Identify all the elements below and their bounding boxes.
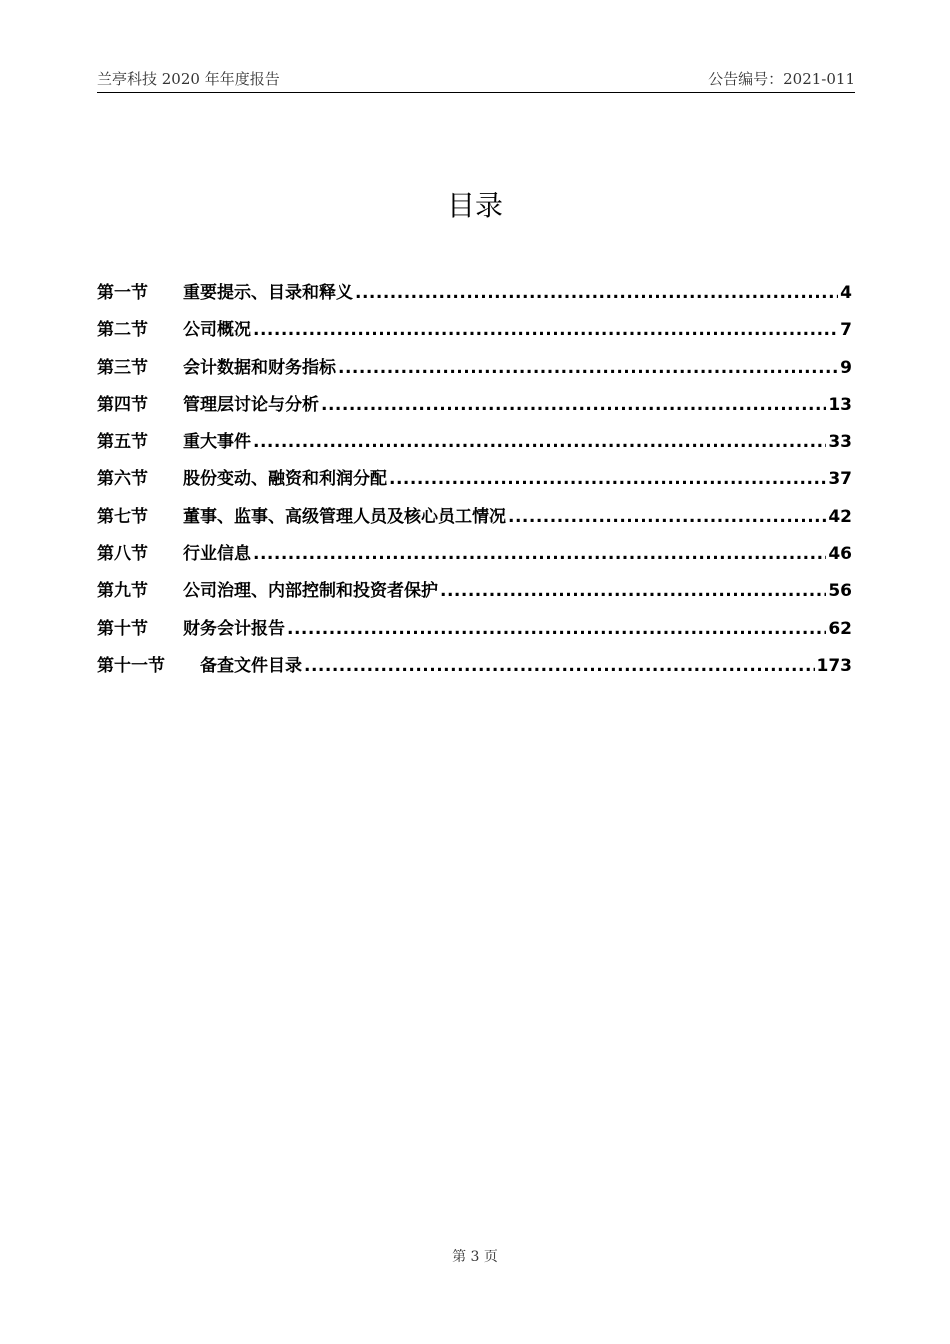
toc-page-number: 7 [840,320,852,341]
footer-page-number: 第 3 页 [452,1249,498,1265]
toc-page-number: 33 [828,432,852,453]
toc-entry-3[interactable] [97,353,852,390]
toc-section-number: 第四节 [97,394,148,415]
toc-leader-dots [355,283,838,303]
toc-page-number: 56 [828,581,852,602]
toc-section-name: 备查文件目录 [200,655,302,676]
toc-section-number: 第六节 [97,469,148,490]
toc-section-number: 第七节 [97,506,148,527]
toc-leader-dots [338,358,838,378]
toc-section-name: 公司概况 [183,320,251,341]
toc-section-number: 第三节 [97,357,148,378]
toc-entry-2[interactable] [97,315,852,352]
toc-section-name: 行业信息 [183,544,251,565]
toc-section-name: 财务会计报告 [183,618,285,639]
toc-section-name: 董事、监事、高级管理人员及核心员工情况 [183,506,506,527]
toc-section-number: 第五节 [97,432,148,453]
toc-section-number: 第十一节 [97,655,165,676]
toc-entry-5[interactable] [97,427,852,464]
toc-page-number: 37 [828,469,852,490]
toc-page-number: 46 [828,544,852,565]
toc-page-number: 13 [828,394,852,415]
toc-section-name: 重大事件 [183,432,251,453]
page-footer [0,1246,950,1266]
toc-section-number: 第十节 [97,618,148,639]
toc-leader-dots [287,619,826,639]
toc-entry-11[interactable] [97,651,852,688]
page-title: 目录 [446,189,503,222]
toc-leader-dots [389,469,826,489]
table-of-contents [97,278,852,688]
toc-section-number: 第一节 [97,283,148,303]
toc-leader-dots [321,395,826,415]
toc-page-number: 9 [840,357,852,378]
toc-page-number: 62 [828,618,852,639]
toc-entry-8[interactable] [97,539,852,576]
toc-section-number: 第八节 [97,544,148,565]
toc-entry-9[interactable] [97,576,852,613]
toc-entry-4[interactable] [97,390,852,427]
toc-page-number: 42 [828,506,852,527]
toc-section-name: 管理层讨论与分析 [183,394,319,415]
toc-entry-7[interactable] [97,502,852,539]
toc-entry-10[interactable] [97,614,852,651]
toc-section-name: 会计数据和财务指标 [183,357,336,378]
toc-leader-dots [253,544,826,564]
toc-leader-dots [253,432,826,452]
toc-section-name: 股份变动、融资和利润分配 [183,469,387,490]
toc-page-number: 173 [816,655,852,676]
header-report-title: 兰亭科技 2020 年年度报告 [97,70,280,88]
toc-leader-dots [253,320,838,340]
header-announcement-number: 公告编号：2021-011 [708,70,855,88]
toc-leader-dots [304,656,815,676]
page-header [97,66,855,93]
toc-section-name: 公司治理、内部控制和投资者保护 [183,581,438,602]
toc-section-number: 第二节 [97,320,148,341]
toc-section-number: 第九节 [97,581,148,602]
toc-entry-1[interactable] [97,278,852,315]
toc-leader-dots [508,507,826,527]
toc-page-number: 4 [840,283,852,303]
toc-leader-dots [440,581,826,601]
toc-section-name: 重要提示、目录和释义 [183,283,353,303]
toc-entry-6[interactable] [97,464,852,501]
